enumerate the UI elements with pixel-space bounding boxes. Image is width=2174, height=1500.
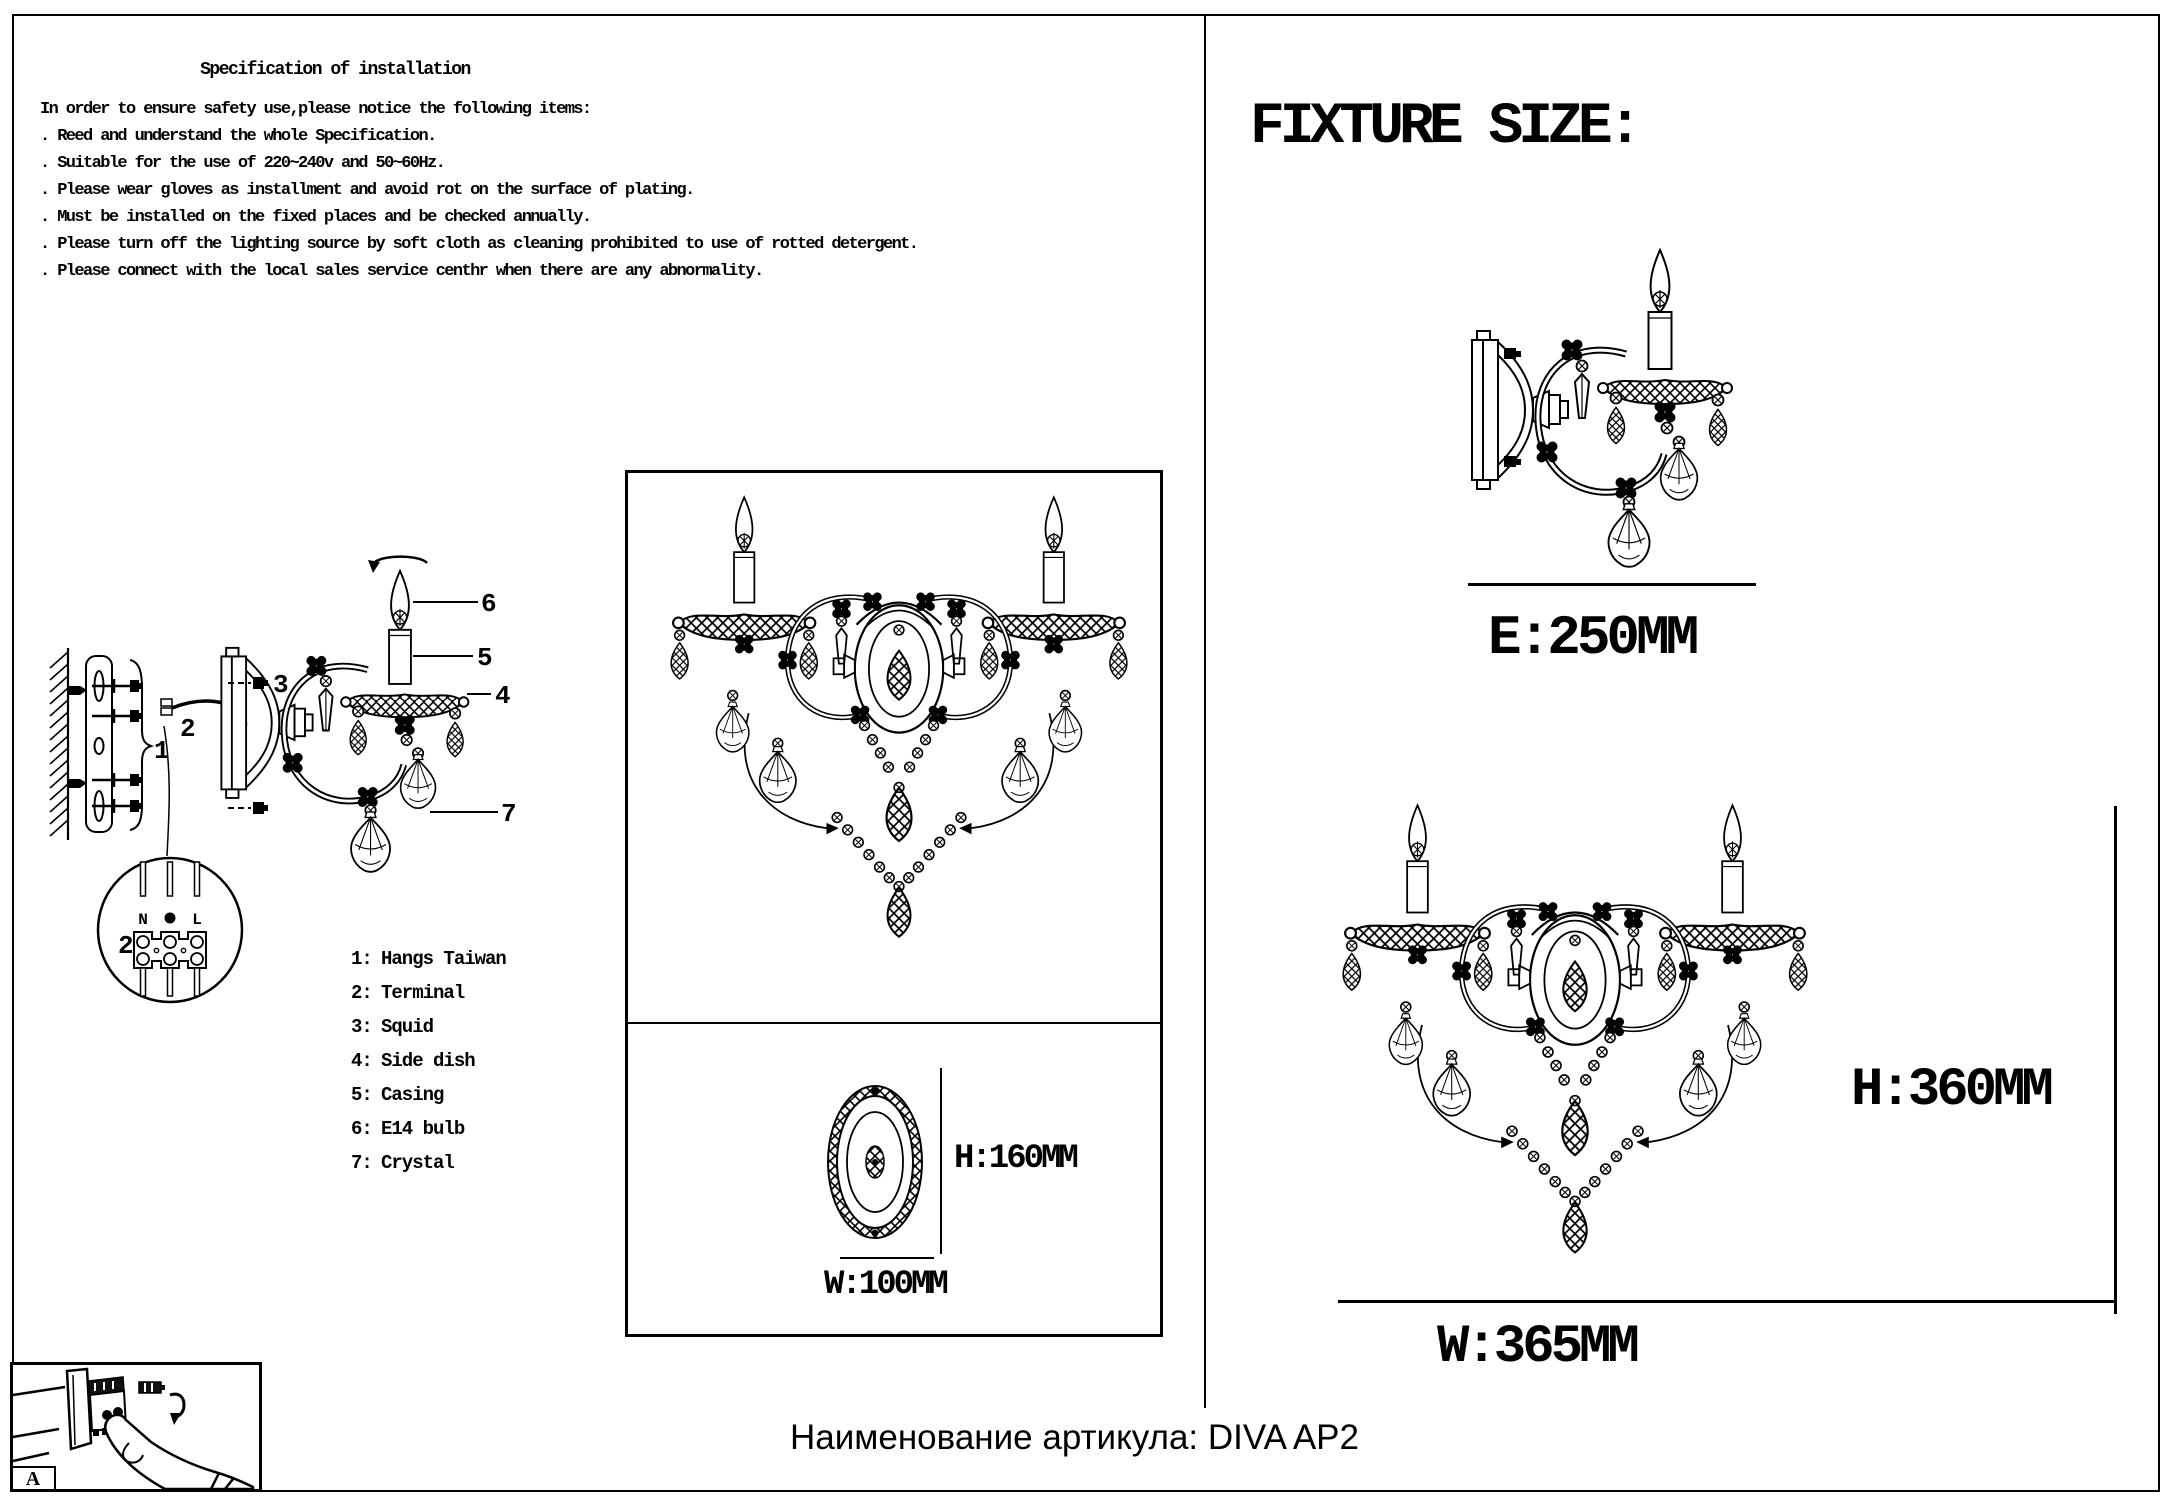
h-dim-line: [2114, 806, 2117, 1314]
callout-5: 5: [477, 643, 493, 673]
earth-dot: [165, 913, 176, 924]
callout-7: 7: [501, 799, 517, 829]
backplate-width-label: W:100MM: [824, 1266, 946, 1304]
wiring-detail-circle: [98, 858, 242, 1002]
wall-hatching: [50, 648, 68, 840]
sconce-front-view: [660, 492, 1138, 952]
turn-arrow-icon: [170, 1394, 184, 1425]
center-vertical-divider: [1204, 14, 1206, 1408]
parts-row: 1: Hangs Taiwan: [351, 948, 506, 970]
parts-row: 7: Crystal: [351, 1152, 454, 1174]
parts-row: 6: E14 bulb: [351, 1118, 465, 1140]
inset-corner-label: A: [25, 1467, 41, 1490]
wall-anchor: [68, 686, 87, 695]
w-dim-label: W:365MM: [1437, 1317, 1636, 1378]
terminal-l-label: L: [192, 911, 202, 929]
callout-6: 6: [481, 589, 497, 619]
w-dim-line: [1338, 1300, 2116, 1303]
callout-3: 3: [273, 670, 289, 700]
fixture-size-heading: FIXTURE SIZE:: [1250, 95, 1638, 160]
parts-list: [351, 948, 506, 1186]
rotate-arrow-icon: [368, 557, 427, 573]
parts-row: 2: Terminal: [351, 982, 465, 1004]
wall-edge-line: [13, 1387, 65, 1461]
wall-anchor: [68, 779, 87, 788]
callout-4: 4: [495, 681, 511, 711]
backplate-height-label: H:160MM: [954, 1140, 1076, 1178]
parts-row: 3: Squid: [351, 1016, 434, 1038]
backplate-width-dim-line: [840, 1257, 934, 1259]
wall-sconce-side-view: [221, 571, 468, 872]
detail-number: 2: [118, 931, 134, 961]
backplate-height-dim-line: [940, 1068, 942, 1254]
e-dim-line: [1468, 583, 1756, 586]
parts-row: 5: Casing: [351, 1084, 444, 1106]
spec-text-block: [40, 96, 917, 285]
callout-1: 1: [154, 736, 170, 766]
inset-corner-label-box: [10, 1466, 56, 1492]
article-caption: Наименование артикула: DIVA AP2: [790, 1418, 1359, 1457]
e-dim-label: E:250MM: [1488, 606, 1696, 670]
parts-row: 4: Side dish: [351, 1050, 475, 1072]
fixture-front-view: [1332, 800, 1818, 1268]
spec-item: . Suitable for the use of 220~240v and 50~60Hz.: [40, 154, 445, 173]
backplate-screw: [872, 1088, 879, 1095]
spec-item: . Please connect with the local sales service centhr when there are any abnormality.: [40, 262, 763, 281]
spec-item: . Must be installed on the fixed places and be checked annually.: [40, 208, 591, 227]
product-box-divider: [627, 1022, 1161, 1024]
spec-item: . Reed and understand the whole Specification.: [40, 127, 436, 146]
backplate-screw: [872, 1230, 879, 1237]
mounting-bracket: [86, 656, 143, 832]
backplate-drawing: [815, 1056, 965, 1256]
spec-title: Specification of installation: [200, 60, 470, 80]
hand-pressing: [105, 1415, 253, 1489]
terminal-n-label: N: [138, 911, 148, 929]
h-dim-label: H:360MM: [1851, 1060, 2050, 1121]
junction-slab: [67, 1369, 91, 1449]
spec-item: . Please turn off the lighting source by soft cloth as cleaning prohibited to use of rotted detergent.: [40, 235, 918, 254]
fixture-side-view: [1420, 228, 1760, 573]
screw-icon: [139, 1382, 165, 1393]
callout-2: 2: [180, 714, 196, 744]
spec-item: . Please wear gloves as installment and avoid rot on the surface of plating.: [40, 181, 694, 200]
spec-intro: In order to ensure safety use,please notice the following items:: [40, 100, 591, 119]
